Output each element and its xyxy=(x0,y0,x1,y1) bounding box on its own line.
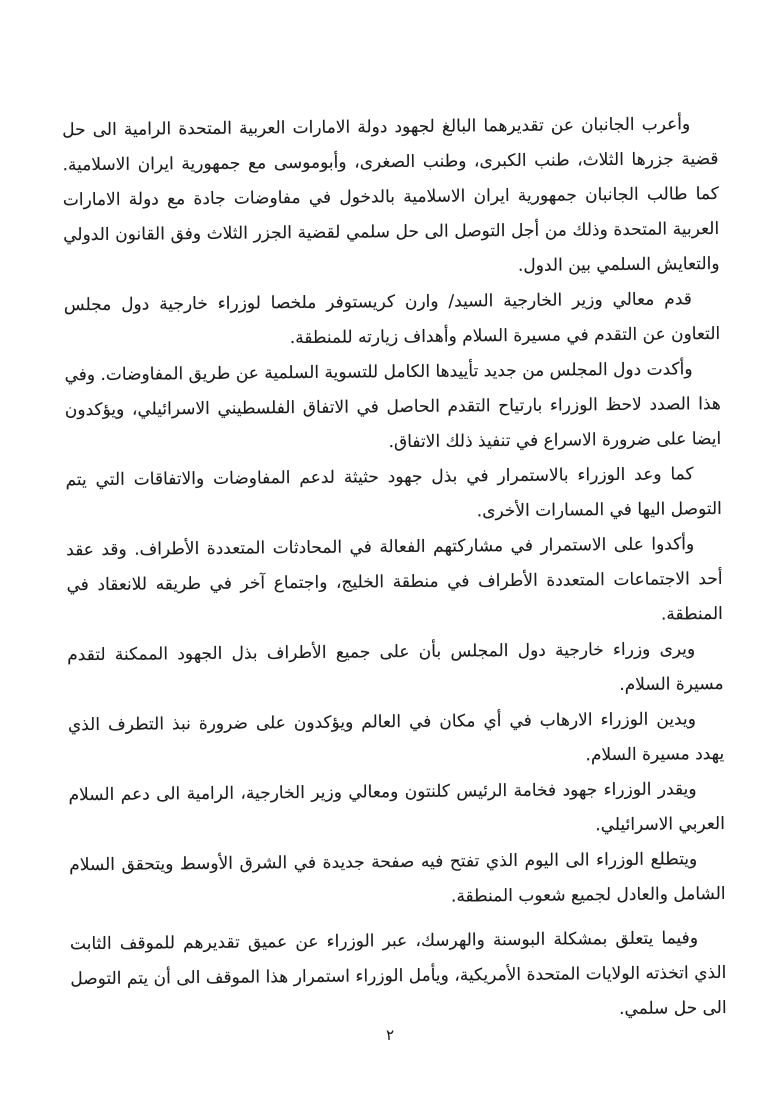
paragraph: وأكدت دول المجلس من جديد تأييدها الكامل للتسوية السلمية عن طريق المفاوضات. وفي هذا الصدد لاحظ الوزراء بارتياح التقدم الحاصل في الاتفاق الفلسطيني الاسرائيلي، ويؤكدون ايضا على ضرورة الاسراع في تنفيذ ذلك الاتفاق. xyxy=(64,359,722,453)
document-body xyxy=(62,107,727,1032)
paragraph: ويدين الوزراء الارهاب في أي مكان في العالم ويؤكدون على ضرورة نبذ التطرف الذي يهدد مسيرة السلام. xyxy=(67,709,725,766)
paragraph: وأعرب الجانبان عن تقديرهما البالغ لجهود دولة الامارات العربية المتحدة الرامية الى حل قضية جزرها الثلاث، طنب الكبرى، وطنب الصغرى، وأبوموسى مع جمهورية ايران الاسلامية. كما طالب الجانبان جمهورية ايران الاسلامية بالدخول في مفاوضات جادة مع دولة الامارات العربية المتحدة وذلك من أجل التوصل الى حل سلمي لقضية الجزر الثلاث وفق القانون الدولي والتعايش السلمي بين الدول. xyxy=(62,114,720,276)
paragraph: ويرى وزراء خارجية دول المجلس بأن على جميع الأطراف بذل الجهود الممكنة لتقدم مسيرة السلام. xyxy=(67,639,724,695)
paragraph: ويتطلع الوزراء الى اليوم الذي تفتح فيه صفحة جديدة في الشرق الأوسط ويتحقق السلام الشامل والعادل لجميع شعوب المنطقة. xyxy=(69,849,726,907)
paragraph: قدم معالي وزير الخارجية السيد/ وارن كريستوفر ملخصا لوزراء خارجية دول مجلس التعاون عن التقدم في مسيرة السلام وأهداف زيارته للمنطقة. xyxy=(63,289,721,349)
paragraph: كما وعد الوزراء بالاستمرار في بذل جهود حثيثة لدعم المفاوضات والاتفاقات التي يتم التوصل اليها في المسارات الأخرى. xyxy=(65,464,722,522)
paragraph: ويقدر الوزراء جهود فخامة الرئيس كلنتون ومعالي وزير الخارجية، الرامية الى دعم السلام العربي الاسرائيلي. xyxy=(68,779,725,836)
paragraph: وأكدوا على الاستمرار في مشاركتهم الفعالة في المحادثات المتعددة الأطراف. وقد عقد أحد الاجتماعات المتعددة الأطراف في منطقة الخليج، واجتماع آخر في طريقه للانعقاد في المنطقة. xyxy=(66,534,723,625)
page-number: ٢ xyxy=(385,1026,395,1044)
paragraph: وفيما يتعلق بمشكلة البوسنة والهرسك، عبر الوزراء عن عميق تقديرهم للموقف الثابت الذي اتخذته الولايات المتحدة الأمريكية، ويأمل الوزراء استمرار هذا الموقف الى أن يتم التوصل الى حل سلمي. xyxy=(69,928,727,1019)
